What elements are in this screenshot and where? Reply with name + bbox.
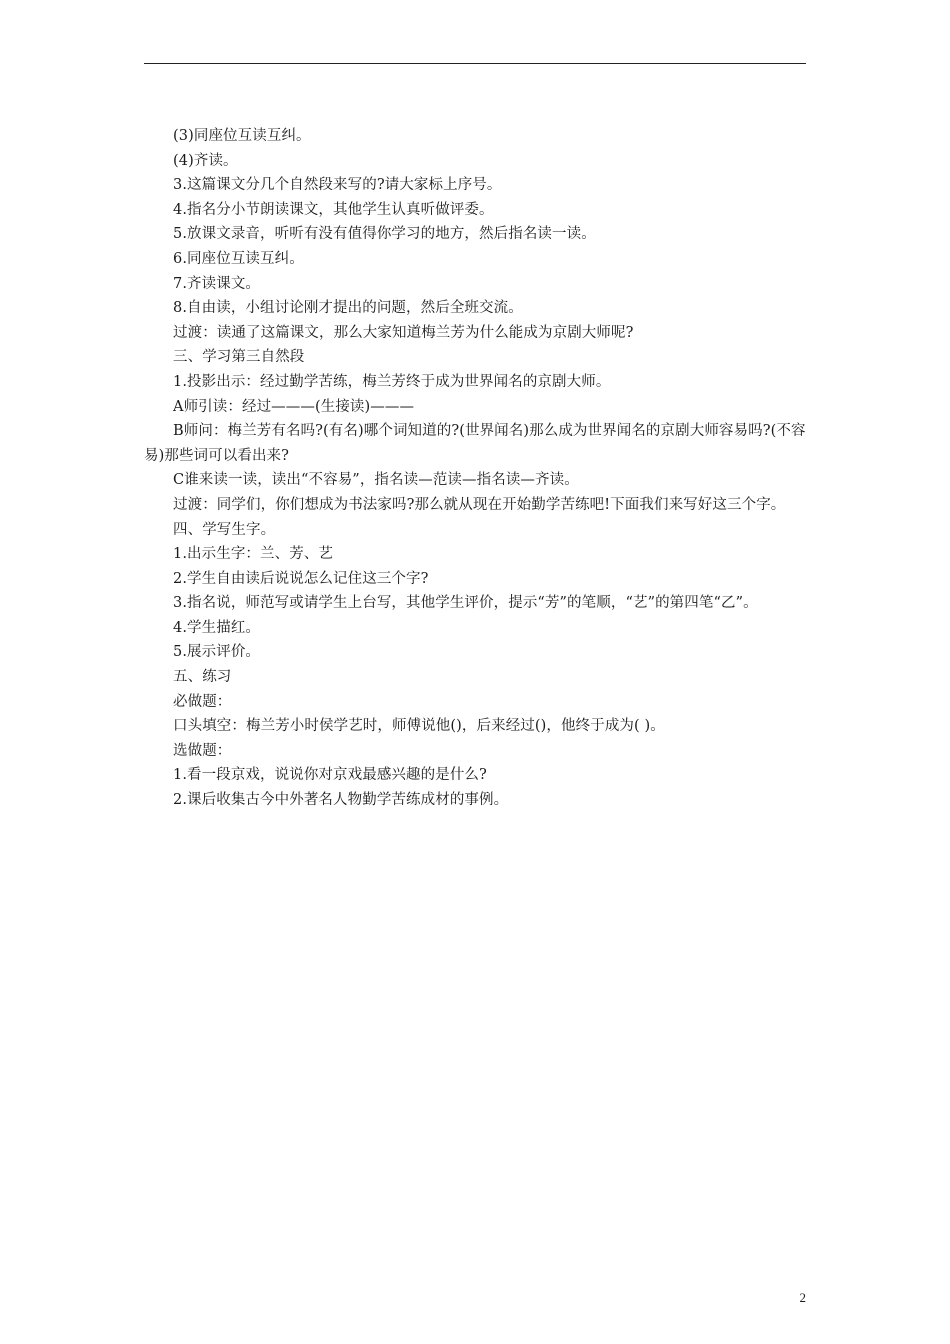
section-heading: 四、学写生字。 [173, 521, 276, 538]
section-heading: 五、练习 [173, 669, 232, 686]
paragraph: 过渡：读通了这篇课文，那么大家知道梅兰芳为什么能成为京剧大师呢? [173, 324, 634, 341]
page-number: 2 [799, 1290, 806, 1305]
paragraph: 2.学生自由读后说说怎么记住这三个字? [173, 570, 429, 587]
paragraph: 1.投影出示：经过勤学苦练，梅兰芳终于成为世界闻名的京剧大师。 [173, 373, 611, 390]
paragraph: 必做题： [173, 693, 232, 710]
paragraph: 6.同座位互读互纠。 [173, 250, 304, 267]
header-rule [144, 63, 806, 64]
paragraph: 过渡：同学们，你们想成为书法家吗?那么就从现在开始勤学苦练吧!下面我们来写好这三个字。 [173, 496, 786, 513]
paragraph: 1.看一段京戏，说说你对京戏最感兴趣的是什么? [173, 767, 487, 784]
paragraph: 口头填空：梅兰芳小时侯学艺时，师傅说他()，后来经过()，他终于成为( )。 [173, 718, 665, 735]
paragraph: 8.自由读，小组讨论刚才提出的问题，然后全班交流。 [173, 300, 523, 317]
document-body [144, 124, 806, 813]
paragraph: 2.课后收集古今中外著名人物勤学苦练成材的事例。 [173, 792, 509, 809]
paragraph: (4)齐读。 [173, 152, 238, 169]
paragraph: 5.展示评价。 [173, 644, 261, 661]
paragraph: A师引读：经过———(生接读)——— [173, 398, 415, 415]
paragraph: 3.指名说，师范写或请学生上台写，其他学生评价，提示“芳”的笔顺，“艺”的第四笔“乙”。 [173, 595, 758, 612]
paragraph: 4.学生描红。 [173, 619, 261, 636]
paragraph: 4.指名分小节朗读课文，其他学生认真听做评委。 [173, 201, 494, 218]
paragraph: B师问：梅兰芳有名吗?(有名)哪个词知道的?(世界闻名)那么成为世界闻名的京剧大师容易吗?(不容易)那些词可以看出来? [144, 423, 806, 464]
section-heading: 三、学习第三自然段 [173, 349, 305, 366]
paragraph: 3.这篇课文分几个自然段来写的?请大家标上序号。 [173, 177, 502, 194]
paragraph: 5.放课文录音，听听有没有值得你学习的地方，然后指名读一读。 [173, 226, 596, 243]
paragraph: 7.齐读课文。 [173, 275, 261, 292]
paragraph: (3)同座位互读互纠。 [173, 128, 311, 144]
paragraph: C谁来读一读，读出“不容易”，指名读—范读—指名读—齐读。 [173, 472, 579, 489]
paragraph: 1.出示生字：兰、芳、艺 [173, 546, 334, 563]
paragraph: 选做题： [173, 742, 232, 759]
